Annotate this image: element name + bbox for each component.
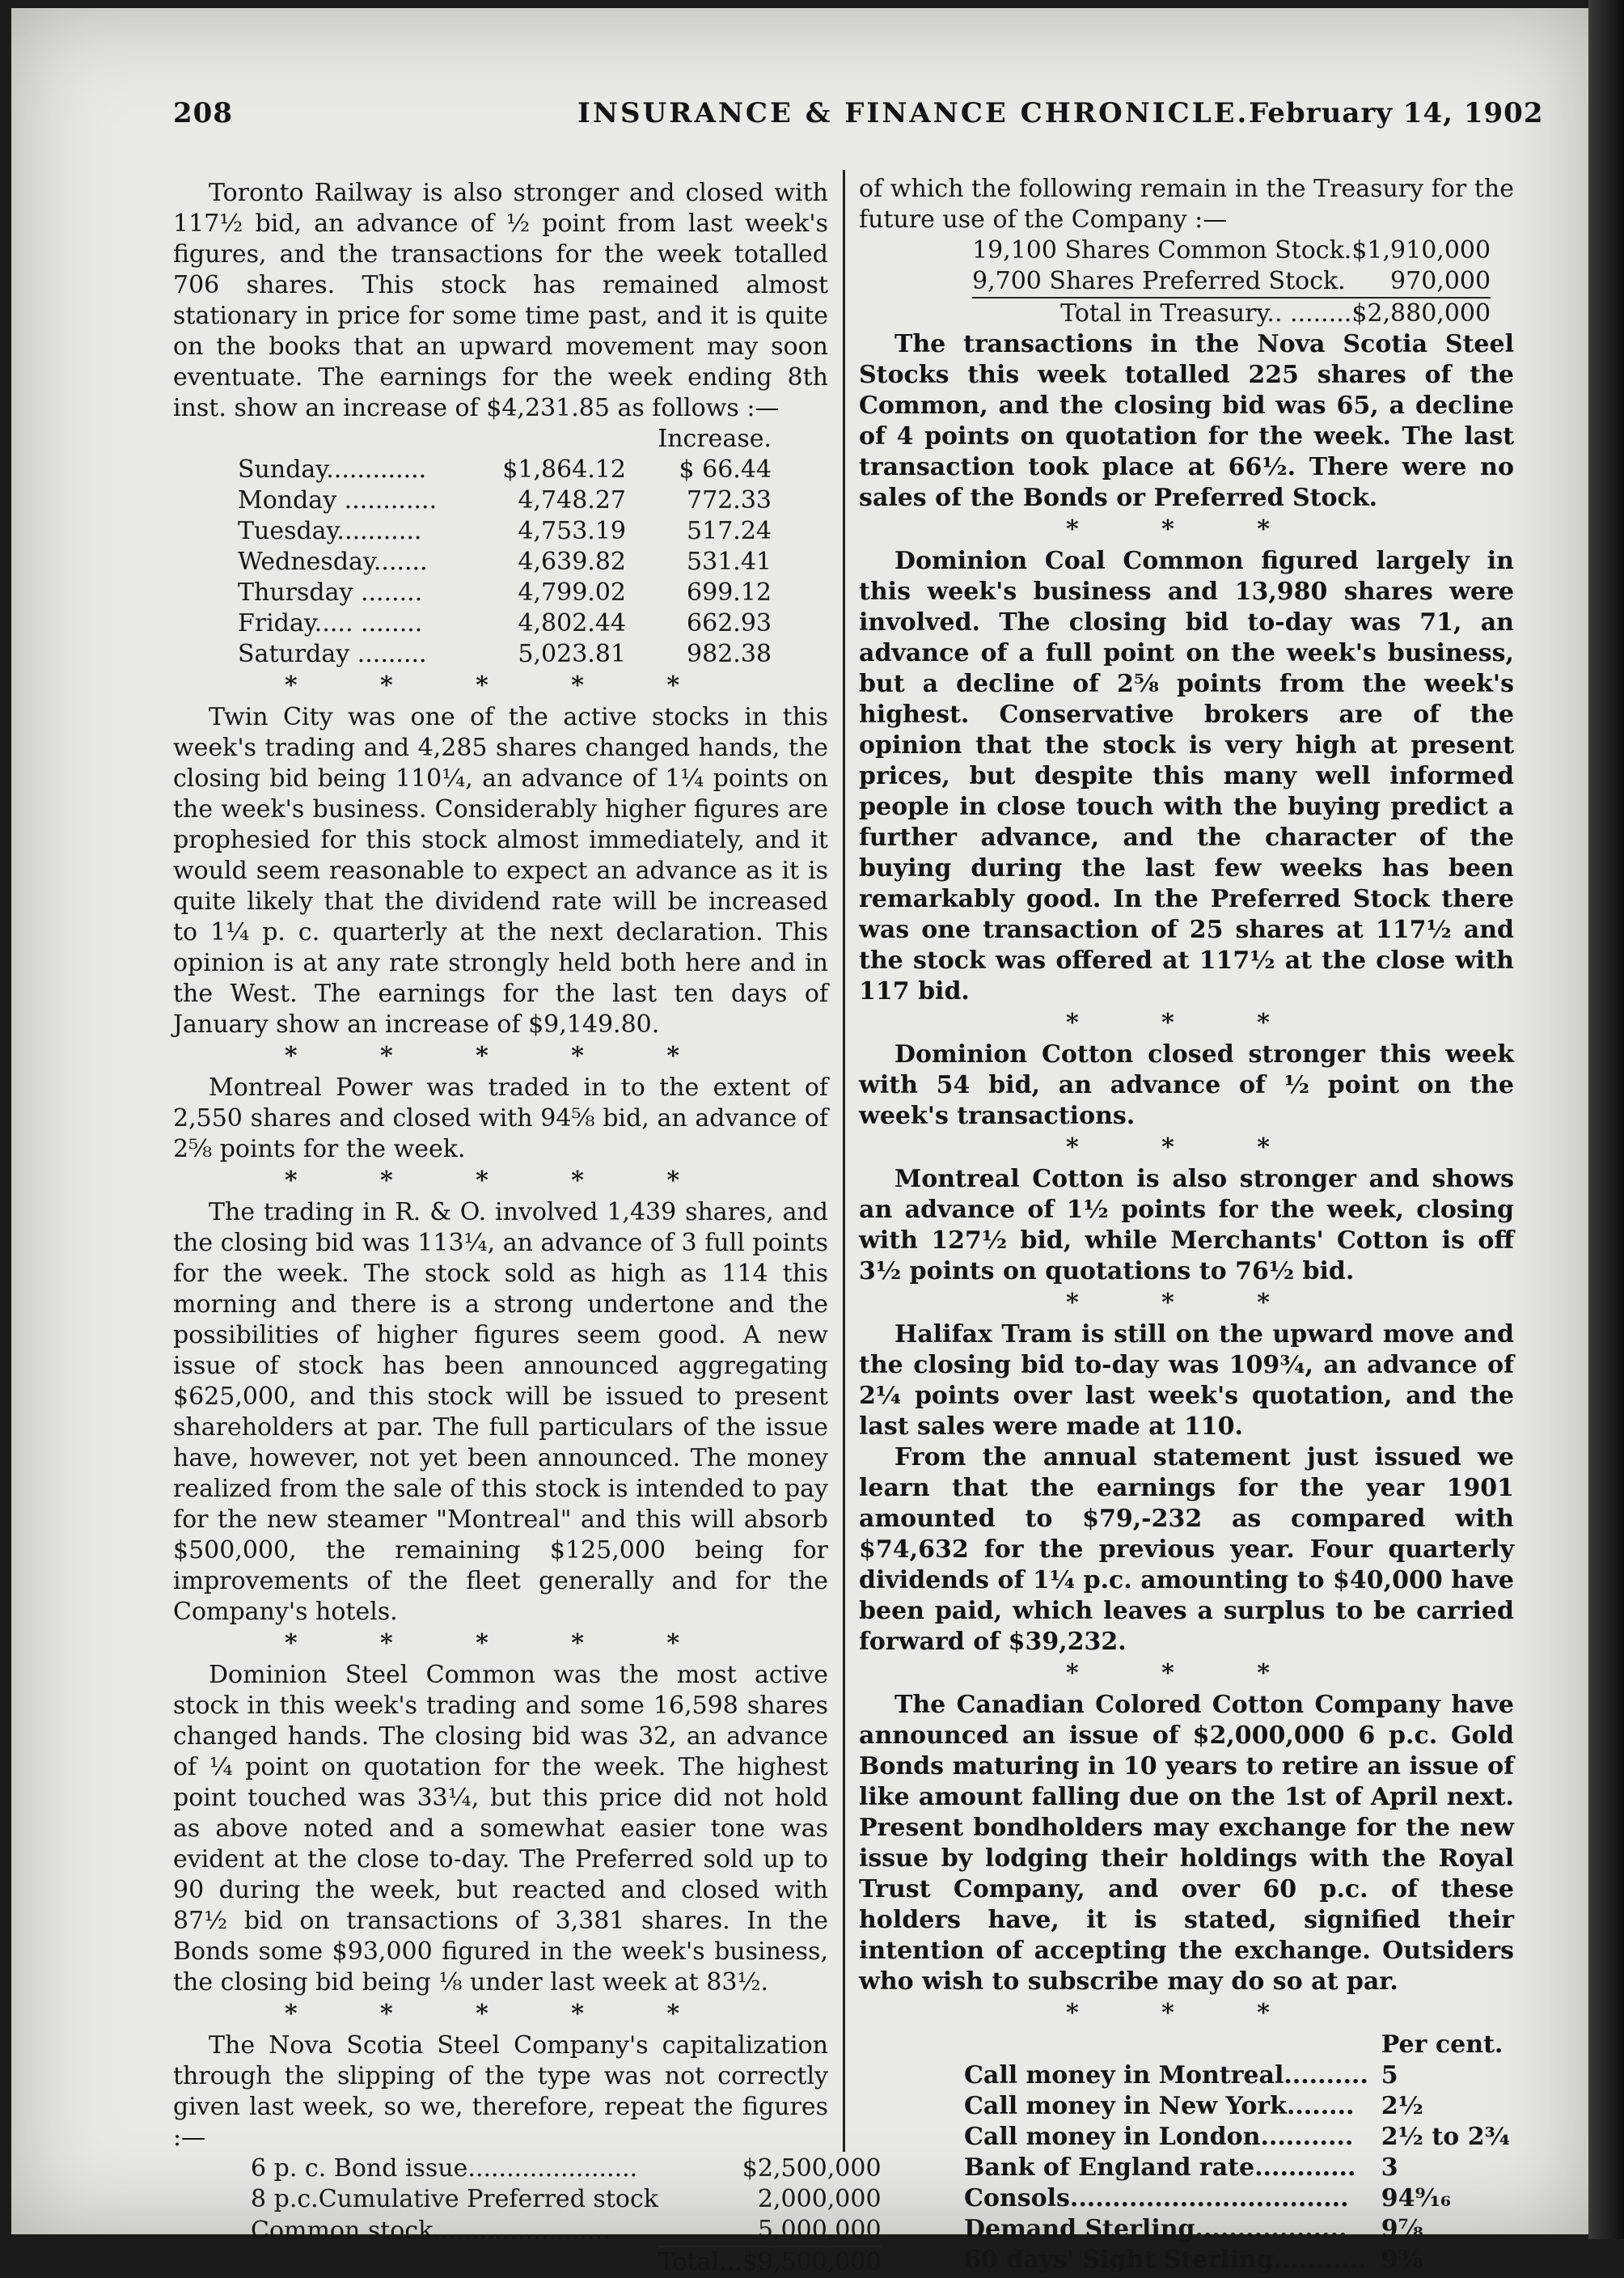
table-row: Common stock....................... 5,000,000 xyxy=(251,2216,882,2245)
section-separator: * * * xyxy=(1066,1999,1307,2027)
treasury-total: Total in Treasury.. ........$2,880,000 xyxy=(972,298,1491,329)
section-separator: * * * xyxy=(1066,515,1307,544)
section-separator: * * * * * xyxy=(284,671,717,700)
section-separator: * * * xyxy=(1066,1659,1307,1687)
table-row: Call money in New York........ 2½ xyxy=(964,2092,1423,2120)
per-cent-header: Per cent. xyxy=(1381,2030,1503,2059)
section-separator: * * * * * xyxy=(284,1042,717,1070)
table-row: Monday ............ 4,748.27 772.33 xyxy=(238,486,772,514)
section-separator: * * * * * xyxy=(284,1629,717,1658)
section-separator: * * * * * xyxy=(284,2000,717,2028)
capitalization-total-row xyxy=(251,2246,882,2278)
table-row: Tuesday........... 4,753.19 517.24 xyxy=(238,517,772,545)
montreal-power-paragraph: Montreal Power was traded in to the extent of 2,550 shares and closed with 94⅝ bid, an advance of 2⅝ points for the week. xyxy=(173,1073,828,1163)
table-row: 8 p.c.Cumulative Preferred stock 2,000,000 xyxy=(251,2185,882,2213)
column-divider xyxy=(843,170,845,2152)
table-row: Wednesday....... 4,639.82 531.41 xyxy=(238,548,772,576)
dominion-coal-paragraph: Dominion Coal Common figured largely in this week's business and 13,980 shares were involved. The closing bid to-day was 71, an advance of a full point on the week's business, but a decline of 2⅝ points from the week's highest. Conservative brokers are of the opinion that the stock is very high at present prices, but despite this many well informed people in close touch with the buying predict a further advance, and the character of the buying during the last few weeks has been remarkably good. In the Preferred Stock there was one transaction of 25 shares at 117½ and the stock was offered at 117½ at the close with 117 bid. xyxy=(859,547,1514,1006)
capitalization-table xyxy=(251,2153,882,2278)
money-header-row xyxy=(964,2030,1514,2060)
table-row: Sunday............. $1,864.12 $ 66.44 xyxy=(238,455,772,484)
table-row: Demand Sterling.................. 9⅞ xyxy=(964,2215,1423,2243)
table-row: Thursday ........ 4,799.02 699.12 xyxy=(238,578,772,607)
r-and-o-paragraph: The trading in R. & O. involved 1,439 shares, and the closing bid was 113¼, an advance of 3 full points for the week. The stock sold as high as 114 this morning and there is a strong undertone and the possibilities of higher figures seem good. A new issue of stock has been announced aggregating $625,000, and this stock will be issued to present shareholders at par. The full particulars of the issue have, however, not yet been announced. The money realized from the sale of this stock is intended to pay for the new steamer "Montreal" and this will absorb $500,000, the remaining $125,000 being for improvements of the fleet generally and for the Company's hotels. xyxy=(173,1198,828,1626)
table-row: Call money in Montreal.......... 5 xyxy=(964,2061,1398,2090)
nova-scotia-transactions-paragraph: The transactions in the Nova Scotia Steel Stocks this week totalled 225 shares of the Common, and the closing bid was 65, a decline of 4 points on quotation for the week. The last transaction took place at 66½. There were no sales of the Bonds or Preferred Stock. xyxy=(859,330,1514,512)
capitalization-total: Total...$9,500,000 xyxy=(658,2248,882,2276)
left-column xyxy=(173,178,882,2278)
right-column xyxy=(859,174,1514,2276)
table-row: Saturday ......... 5,023.81 982.38 xyxy=(238,640,772,668)
section-separator: * * * * * xyxy=(284,1167,717,1195)
treasury-intro: of which the following remain in the Treasury for the future use of the Company :— xyxy=(859,175,1514,234)
money-rates-table xyxy=(964,2030,1514,2276)
table-row: Consols................................. 94⁹⁄₁₆ xyxy=(964,2184,1451,2212)
dominion-cotton-paragraph: Dominion Cotton closed stronger this week with 54 bid, an advance of ½ point on the week's transactions. xyxy=(859,1040,1514,1130)
newspaper-page xyxy=(11,8,1588,2276)
dominion-steel-paragraph: Dominion Steel Common was the most active stock in this week's trading and some 16,598 shares changed hands. The closing bid was 32, an advance of ¼ point on quotation for the week. The highest point touched was 33¼, but this price did not hold as above noted and a somewhat easier tone was evident at the close to-day. The Preferred sold up to 90 during the week, but reacted and closed with 87½ bid on transactions of 3,381 shares. In the Bonds some $93,000 figured in the week's business, the closing bid being ⅛ under last week at 83½. xyxy=(173,1661,828,1996)
section-separator: * * * xyxy=(1066,1009,1307,1037)
earnings-table xyxy=(238,424,772,670)
table-row: 9,700 Shares Preferred Stock. 970,000 xyxy=(972,267,1491,295)
table-row: Call money in London........... 2½ to 2¾ xyxy=(964,2123,1510,2151)
publication-title: INSURANCE & FINANCE CHRONICLE. xyxy=(577,97,1250,129)
table-row: Friday..... ........ 4,802.44 662.93 xyxy=(238,609,772,637)
twin-city-paragraph: Twin City was one of the active stocks in this week's trading and 4,285 shares changed hands, the closing bid being 110¼, an advance of 1¼ points on the week's business. Considerably higher figures are prophesied for this stock almost immediately, and it would seem reasonable to expect an advance as it is quite likely that the dividend rate will be increased to 1¼ p. c. quarterly at the next declaration. This opinion is at any rate strongly held both here and in the West. The earnings for the last ten days of January show an increase of $9,149.80. xyxy=(173,703,828,1039)
table-row: 19,100 Shares Common Stock. $1,910,000 xyxy=(972,236,1491,265)
annual-statement-paragraph: From the annual statement just issued we learn that the earnings for the year 1901 amounted to $79,-232 as compared with $74,632 for the previous year. Four quarterly dividends of 1¼ p.c. amounting to $40,000 have been paid, which leaves a surplus to be carried forward of $39,232. xyxy=(859,1443,1514,1656)
toronto-railway-paragraph: Toronto Railway is also stronger and closed with 117½ bid, an advance of ½ point from last week's figures, and the transactions for the week totalled 706 shares. This stock has remained almost stationary in price for some time past, and it is quite on the books that an upward movement may soon eventuate. The earnings for the week ending 8th inst. show an increase of $4,231.85 as follows :— xyxy=(173,179,828,422)
section-separator: * * * xyxy=(1066,1289,1307,1317)
treasury-table xyxy=(972,235,1491,329)
table-row: 60 days' Sight Sterling........... 9⅜ xyxy=(964,2246,1423,2274)
earnings-header-row xyxy=(238,424,772,455)
increase-header: Increase. xyxy=(658,425,772,453)
treasury-total-row xyxy=(972,298,1491,329)
page-number: 208 xyxy=(173,97,233,129)
scan-edge xyxy=(1588,0,1624,2239)
nova-scotia-capitalization-paragraph: The Nova Scotia Steel Company's capitalization through the slipping of the type was not correctly given last week, so we, therefore, repeat the figures :— xyxy=(173,2031,828,2152)
canadian-colored-cotton-paragraph: The Canadian Colored Cotton Company have announced an issue of $2,000,000 6 p.c. Gold Bonds maturing in 10 years to retire an issue of like amount falling due on the 1st of April next. Present bondholders may exchange for the new issue by lodging their holdings with the Royal Trust Company, and over 60 p.c. of these holders have, it is stated, signified their intention of accepting the exchange. Outsiders who wish to subscribe may do so at par. xyxy=(859,1691,1514,1996)
table-row: 6 p. c. Bond issue...................... $2,500,000 xyxy=(251,2154,882,2183)
halifax-tram-paragraph: Halifax Tram is still on the upward move and the closing bid to-day was 109¾, an advance of 2¼ points over last week's quotation, and the last sales were made at 110. xyxy=(859,1320,1514,1441)
section-separator: * * * xyxy=(1066,1133,1307,1162)
table-row: Bank of England rate............ 3 xyxy=(964,2153,1398,2182)
montreal-cotton-paragraph: Montreal Cotton is also stronger and shows an advance of 1½ points for the week, closing with 127½ bid, while Merchants' Cotton is off 3½ points on quotations to 76½ bid. xyxy=(859,1165,1514,1285)
issue-date: February 14, 1902 xyxy=(1249,97,1544,129)
